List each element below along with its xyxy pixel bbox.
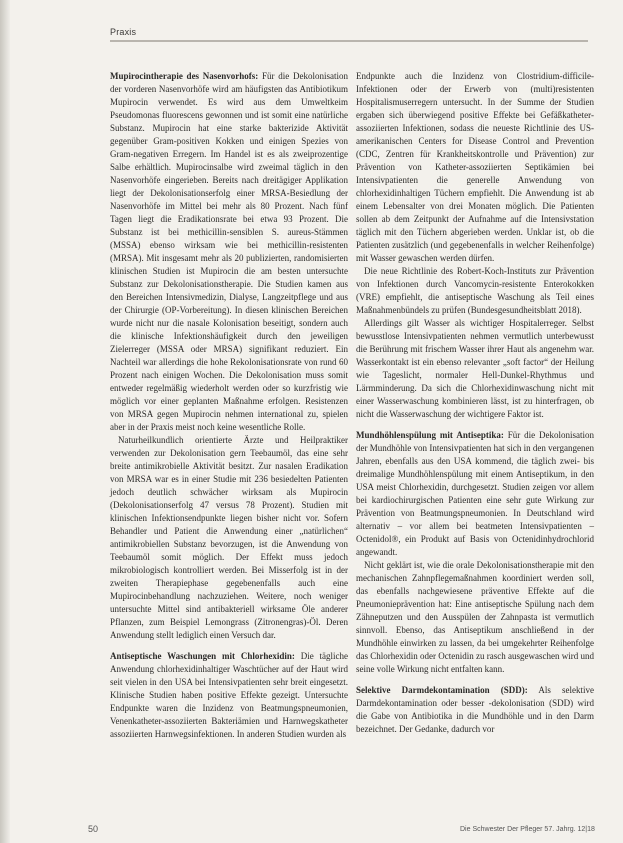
paragraph (356, 70, 594, 265)
journal-reference: Die Schwester Der Pfleger 57. Jahrg. 12|18 (460, 826, 595, 833)
paragraph-text: Die neue Richtlinie des Robert-Koch-Instituts zur Prävention von Infektionen durch Vancomycin-resistente Enterokokken (VRE) empfiehlt, die antiseptische Waschung als Teil eines Maßnahmenbündels zu prüfen (Bundesgesundheitsblatt 2018). (356, 266, 594, 315)
paragraph (356, 684, 594, 736)
paragraph-text: Endpunkte auch die Inzidenz von Clostridium-difficile-Infektionen oder der Erwerb von (multi)resistenten Hospitalismuserregern untersucht. In der Summe der Studien ergaben sich überwiegend positive Effekte bei Gefäßkatheter-assoziierten Infektionen, sodass die neueste Richtlinie des US-amerikanischen Centers for Disease Control and Prevention (CDC, Zentren für Krankheitskontrolle und Prävention) zur Prävention von Katheter-assoziierten Septikämien bei Intensivpatienten die generelle Anwendung von chlorhexidinhaltigen Tüchern empfiehlt. Die Anwendung ist ab einem Lebensalter von drei Monaten möglich. Die Patienten sollen ab dem Zeitpunkt der Aufnahme auf die Intensivstation täglich mit den Tüchern abgerieben werden. Unklar ist, ob die Patienten zusätzlich (und gegebenenfalls in welcher Reihenfolge) mit Wasser gewaschen werden dürfen. (356, 71, 594, 263)
paragraph-text: Für die Dekolonisation der Mundhöhle von Intensivpatienten hat sich in den vergangenen Jahren, ebenfalls aus den USA kommend, die täglich zwei- bis dreimalige Mundhöhlenspülung mit einem Antiseptikum, in den USA meist Chlorhexidin, durchgesetzt. Studien zeigen vor allem bei kardiochirurgischen Patienten eine sehr gute Wirkung zur Prävention von Beatmungspneumonien. In Deutschland wird alternativ – vor allem bei beatmeten Intensivpatienten – Octenidol®, ein Produkt auf Basis von Octenidinhydrochlorid angewandt. (356, 430, 594, 557)
left-column (110, 70, 348, 741)
paragraph-heading: Mupirocintherapie des Nasenvorhofs: (110, 71, 259, 81)
section-label: Praxis (110, 27, 137, 37)
section-divider (110, 40, 588, 42)
page-number: 50 (88, 824, 99, 834)
paragraph-heading: Antiseptische Waschungen mit Chlorhexidin: (110, 651, 295, 661)
paragraph (356, 317, 594, 421)
paragraph-text: Für die Dekolonisation der vorderen Nasenvorhöfe wird am häufigsten das Antibiotikum Mupirocin verwendet. Es wird aus dem Umweltkeim Pseudomonas fluorescens gewonnen und ist somit eine natürliche Substanz. Mupirocin hat eine starke bakterizide Aktivität gegenüber Gram-positiven Kokken und einigen Spezies von Gram-negativen Erregern. Im Handel ist es als zweiprozentige Salbe erhältlich. Mupirocinsalbe wird zweimal täglich in den Nasenvorhöfe eingerieben. Bereits nach dreitägiger Applikation liegt der Dekolonisationserfolg einer MRSA-Besiedlung der Nasenvorhöfe im Mittel bei mehr als 80 Prozent. Nach fünf Tagen liegt die Eradikationsrate bei etwa 93 Prozent. Die Substanz ist bei methicillin-sensiblen S. aureus-Stämmen (MSSA) ebenso wirksam wie bei methicillin-resistenten (MRSA). Mit insgesamt mehr als 20 publizierten, randomisierten klinischen Studien ist Mupirocin die am besten untersuchte Substanz zur Dekolonisationstherapie. Die Studien kamen aus den Bereichen Intensivmedizin, Dialyse, Langzeitpflege und aus der Chirurgie (OP-Vorbereitung). In diesen klinischen Bereichen wurde nicht nur die nasale Kolonisation beseitigt, sondern auch die klinische Infektionshäufigkeit durch den jeweiligen Zielerreger (MSSA oder MRSA) signifikant reduziert. Ein Nachteil war allerdings die hohe Rekolonisationsrate von rund 60 Prozent nach einigen Wochen. Die Dekolonisation muss somit entweder regelmäßig wiederholt werden oder so kurzfristig wie möglich vor einer geplanten Maßnahme erfolgen. Resistenzen von MRSA gegen Mupirocin nehmen international zu, spielen aber in der Praxis meist noch keine wesentliche Rolle. (110, 71, 348, 432)
paragraph-text: Nicht geklärt ist, wie die orale Dekolonisationstherapie mit den mechanischen Zahnpflegemaßnahmen koordiniert werden soll, das ebenfalls nachgewiesene präventive Effekte auf die Pneumonieprävention hat: Eine antiseptische Spülung nach dem Zähneputzen und den Ausspülen der Zahnpasta ist vermutlich sinnvoll. Ebenso, das Antiseptikum anschließend in der Mundhöhle einwirken zu lassen, da bei umgekehrter Reihenfolge das Chlorhexidin oder Octenidin zu rasch ausgewaschen wird und seine volle Wirkung nicht entfalten kann. (356, 560, 594, 674)
paragraph (356, 559, 594, 676)
paragraph-heading: Mundhöhlenspülung mit Antiseptika: (356, 430, 504, 440)
paragraph (356, 265, 594, 317)
paragraph (356, 429, 594, 559)
right-column (356, 70, 594, 736)
paragraph (110, 70, 348, 434)
page-edge-shadow (0, 0, 10, 843)
paragraph-heading: Selektive Darmdekontamination (SDD): (356, 685, 528, 695)
paragraph-text: Naturheilkundlich orientierte Ärzte und Heilpraktiker verwenden zur Dekolonisation gern Teebaumöl, das eine sehr breite antimikrobielle Aktivität besitzt. Zur nasalen Eradikation von MRSA war es in einer Studie mit 236 besiedelten Patienten jedoch deutlich schwächer wirksam als Mupirocin (Dekolonisationserfolg 47 versus 78 Prozent). Studien mit klinischen Infektionsendpunkte liegen bisher nicht vor. Sofern Behandler und Patient die Anwendung einer „natürlichen“ antimikrobiellen Substanz bevorzugen, ist die Anwendung von Teebaumöl somit möglich. Der Effekt muss jedoch mikrobiologisch kontrolliert werden. Bei Misserfolg ist in der zweiten Therapiephase gegebenenfalls auch eine Mupirocinbehandlung nachzuziehen. Weitere, noch weniger untersuchte Mittel sind antibakteriell wirksame Öle anderer Pflanzen, zum Beispiel Lemongrass (Zitronengras)-Öl. Deren Anwendung stellt lediglich einen Versuch dar. (110, 435, 348, 640)
paragraph (110, 650, 348, 741)
paragraph (110, 434, 348, 642)
paragraph-text: Allerdings gilt Wasser als wichtiger Hospitalerreger. Selbst bewusstlose Intensivpatienten nehmen vermutlich unterbewusst die Berührung mit frischem Wasser ihrer Haut als angenehm war. Wasserkontakt ist ein ebenso relevanter „soft factor“ der Heilung wie Tageslicht, normaler Hell-Dunkel-Rhythmus und Lärmminderung. Da sich die Chlorhexidinwaschung nicht mit einer Wasserwaschung kombinieren lässt, ist zu hinterfragen, ob nicht die Wasserwaschung der wichtigere Faktor ist. (356, 318, 594, 419)
paragraph-text: Die tägliche Anwendung chlorhexidinhaltiger Waschtücher auf der Haut wird seit vielen in den USA bei Intensivpatienten sehr breit eingesetzt. Klinische Studien haben positive Effekte gezeigt. Untersuchte Endpunkte waren die Inzidenz von Beatmungspneumonien, Venenkatheter-assoziierten Bakteriämien und Harnwegskatheter assoziierten Harnwegsinfektionen. In anderen Studien wurden als (110, 651, 349, 739)
paragraph-text: Als selektive Darmdekontamination oder besser -dekolonisation (SDD) wird die Gabe von Antibiotika in die Mundhöhle und in den Darm bezeichnet. Der Gedanke, dadurch vor (356, 685, 594, 734)
